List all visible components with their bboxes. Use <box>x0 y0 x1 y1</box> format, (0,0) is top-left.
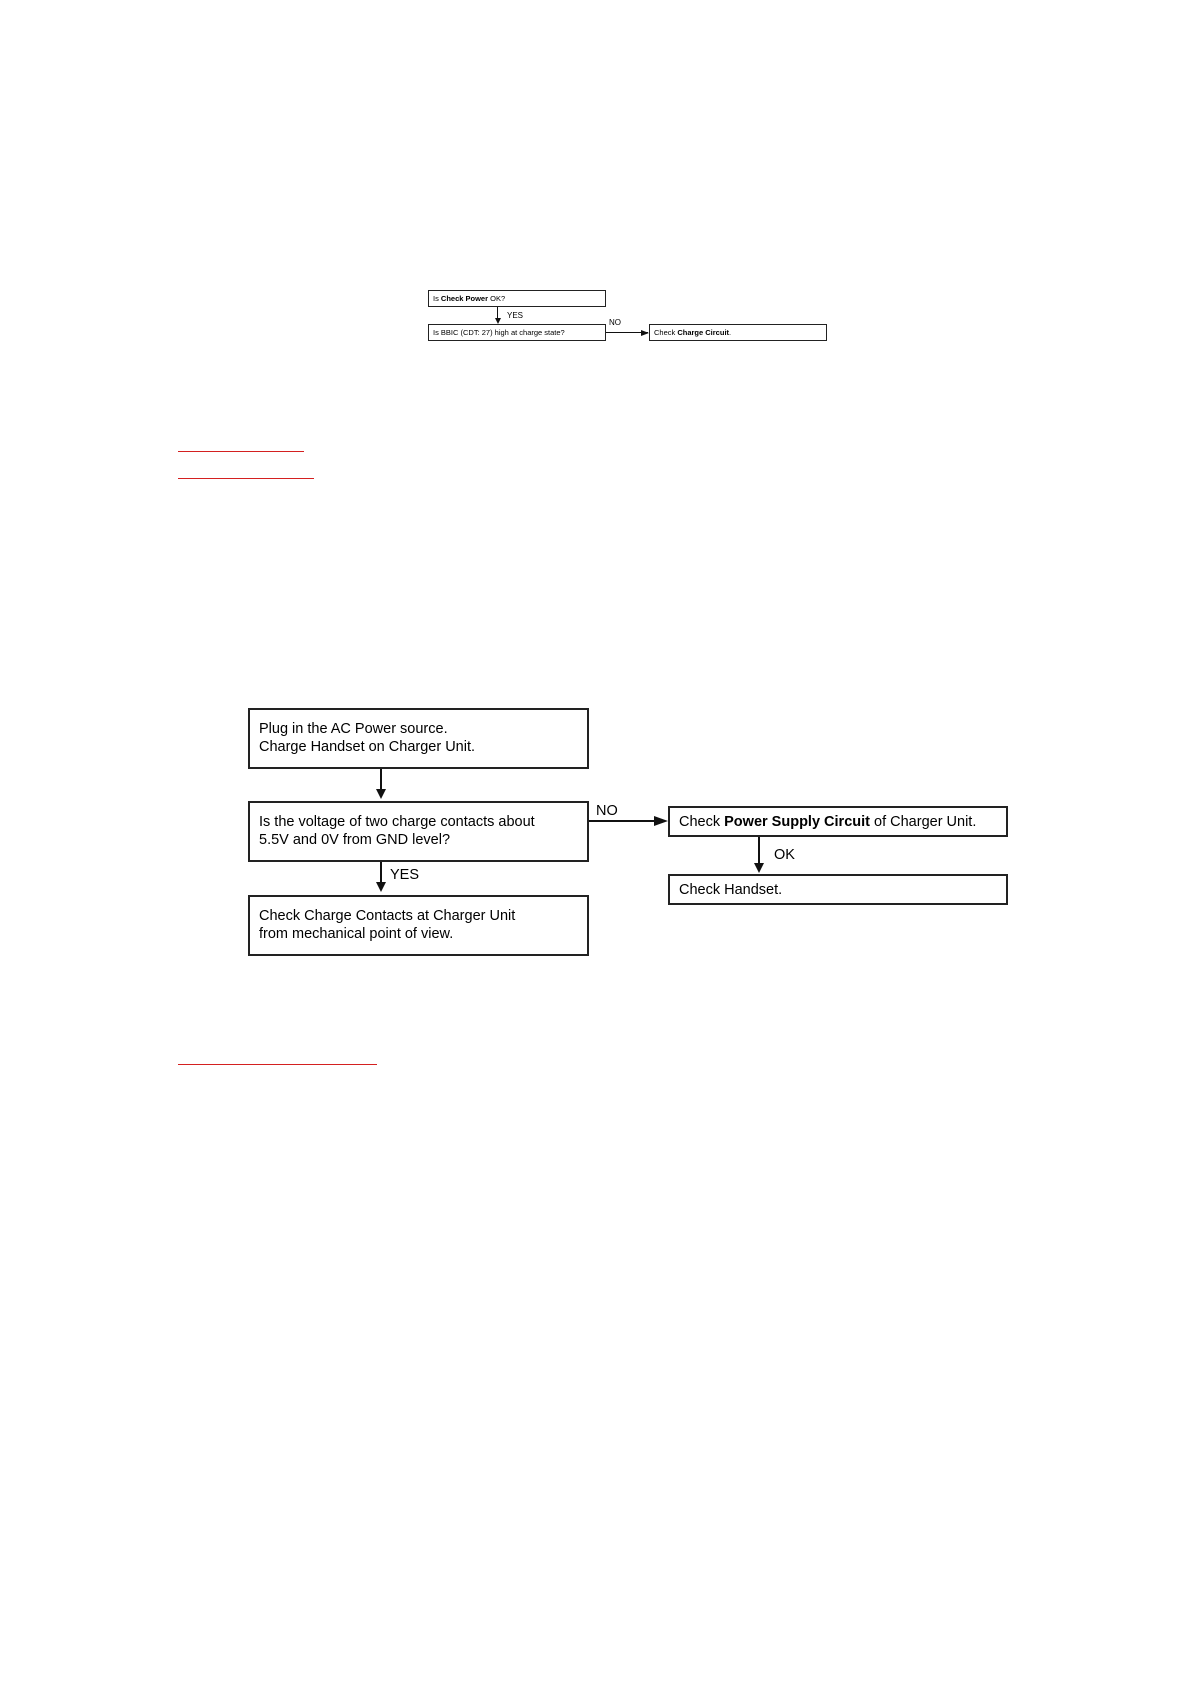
check-handset-box <box>668 874 1008 905</box>
link-underline-2[interactable] <box>178 478 314 479</box>
a1-text-bold: Charge Circuit <box>677 328 730 337</box>
no-box-text-bold: Power Supply Circuit <box>724 814 870 830</box>
ok-branch-arrowhead <box>754 863 764 873</box>
yes-branch-label: YES <box>390 867 420 883</box>
step1-arrowhead <box>376 789 386 799</box>
check-charge-circuit-box <box>649 324 827 341</box>
voltage-question-box <box>248 801 589 862</box>
q1-text-pre: Is <box>433 294 441 303</box>
bbic-question-box <box>428 324 606 341</box>
yes-label: YES <box>507 311 524 320</box>
no-branch-arrowhead <box>654 816 668 826</box>
no-branch-line <box>589 820 656 822</box>
ok-box-text: Check Handset. <box>679 882 783 898</box>
yes-box-line2: from mechanical point of view. <box>259 926 454 942</box>
link-underline-3[interactable] <box>178 1064 377 1065</box>
check-power-supply-box <box>668 806 1008 837</box>
yes-branch-line <box>380 862 382 882</box>
no-branch-label: NO <box>596 803 618 819</box>
ok-branch-label: OK <box>774 847 795 863</box>
check-power-question-box <box>428 290 606 307</box>
yes-box-line1: Check Charge Contacts at Charger Unit <box>259 908 516 924</box>
no-label: NO <box>609 318 621 327</box>
step1-to-question-line <box>380 769 382 789</box>
a1-text-post: . <box>729 328 732 337</box>
no-box-text-pre: Check <box>679 814 725 830</box>
ok-branch-line <box>758 837 760 863</box>
plug-in-power-box <box>248 708 589 769</box>
step1-line1: Plug in the AC Power source. <box>259 721 448 737</box>
no-box-text-post: of Charger Unit. <box>869 814 977 830</box>
no-arrowhead <box>641 330 649 336</box>
yes-connector-line <box>497 307 498 318</box>
a1-text-pre: Check <box>654 328 678 337</box>
step1-line2: Charge Handset on Charger Unit. <box>259 739 476 755</box>
question-line1: Is the voltage of two charge contacts about <box>259 814 535 830</box>
link-underline-1[interactable] <box>178 451 304 452</box>
check-charge-contacts-box <box>248 895 589 956</box>
q2-text: Is BBIC (CDT: 27) high at charge state? <box>433 328 565 337</box>
question-line2: 5.5V and 0V from GND level? <box>259 832 451 848</box>
q1-text-bold: Check Power <box>440 294 489 303</box>
q1-text-post: OK? <box>488 294 506 303</box>
yes-branch-arrowhead <box>376 882 386 892</box>
